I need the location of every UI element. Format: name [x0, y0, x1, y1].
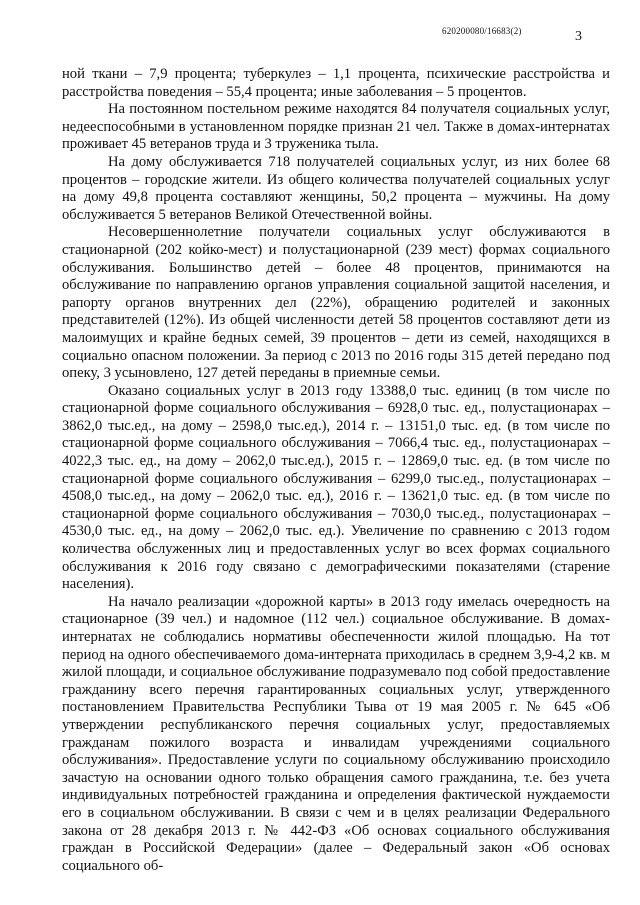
paragraph-continuation: ной ткани – 7,9 процента; туберкулез – 1,1 процента, психические расстройства и расстройства поведения – 55,4 процента; иные заболевания – 5 процентов.	[62, 66, 610, 100]
document-body	[62, 66, 610, 875]
paragraph-home-service: На дому обслуживается 718 получателей социальных услуг, из них более 68 процентов – городские жители. Из общего количества получателей социальных услуг на дому 49,8 процента составляют женщины, 50,2 процента – мужчины. На дому обслуживается 5 ветеранов Великой Отечественной войны.	[62, 153, 610, 223]
paragraph-services-volume: Оказано социальных услуг в 2013 году 13388,0 тыс. единиц (в том числе по стационарной форме социального обслуживания – 6928,0 тыс. ед., полустационарах – 3862,0 тыс.ед., на дому – 2598,0 тыс.ед.), 2014 г. – 13151,0 тыс. ед. (в том числе по стационарной форме социального обслуживания – 7066,4 тыс. ед., полустационарах – 4022,3 тыс. ед., на дому – 2062,0 тыс.ед.), 2015 г. – 12869,0 тыс. ед. (в том числе по стационарной форме социального обслуживания – 6299,0 тыс.ед., полустационарах – 4508,0 тыс.ед., на дому – 2062,0 тыс. ед.), 2016 г. – 13621,0 тыс. ед. (в том числе по стационарной форме социального обслуживания – 7030,0 тыс.ед., полустационарах – 4530,0 тыс. ед., на дому – 2062,0 тыс. ед.). Увеличение по сравнению с 2013 годом количества обслуженных лиц и предоставленных услуг во всех формах социального обслуживания к 2016 году связано с демографическими показателями (старение населения).	[62, 382, 610, 593]
document-id: 620200080/16683(2)	[442, 26, 522, 36]
page-number: 3	[575, 29, 582, 44]
paragraph-bedridden-recipients: На постоянном постельном режиме находятся 84 получателя социальных услуг, недееспособными в установленном порядке признан 21 чел. Также в домах-интернатах проживает 45 ветеранов труда и 3 труженика тыла.	[62, 101, 610, 153]
paragraph-minors: Несовершеннолетние получатели социальных услуг обслуживаются в стационарной (202 койко-мест) и полустационарной (239 мест) формах социального обслуживания. Большинство детей – более 48 процентов, принимаются на обслуживание по направлению органов управления социальной защитой населения, и рапорту органов внутренних дел (22%), обращению родителей и законных представителей (12%). Из общей численности детей 58 процентов составляют дети из малоимущих и крайне бедных семей, 39 процентов – дети из семей, находящихся в социально опасном положении. За период с 2013 по 2016 годы 315 детей передано под опеку, 3 усыновлено, 127 детей переданы в приемные семьи.	[62, 224, 610, 382]
paragraph-roadmap: На начало реализации «дорожной карты» в 2013 году имелась очередность на стационарное (39 чел.) и надомное (112 чел.) социальное обслуживание. В домах-интернатах не соблюдались нормативы обеспеченности жилой площадью. На тот период на одного обеспечиваемого дома-интерната приходилась в среднем 3,9-4,2 кв. м жилой площади, и социальное обслуживание подразумевало под собой предоставление гражданину всего перечня гарантированных социальных услуг, утвержденного постановлением Правительства Республики Тыва от 19 мая 2005 г. № 645 «Об утверждении республиканского перечня социальных услуг, предоставляемых гражданам пожилого возраста и инвалидам учреждениями социального обслуживания». Предоставление услуги по социальному обслуживанию происходило зачастую на основании одного только обращения самого гражданина, т.е. без учета индивидуальных потребностей гражданина и определения фактической нуждаемости его в социальном обслуживании. В связи с чем и в целях реализации Федерального закона от 28 декабря 2013 г. № 442-ФЗ «Об основах социального обслуживания граждан в Российской Федерации» (далее – Федеральный закон «Об основах социального об-	[62, 593, 610, 874]
